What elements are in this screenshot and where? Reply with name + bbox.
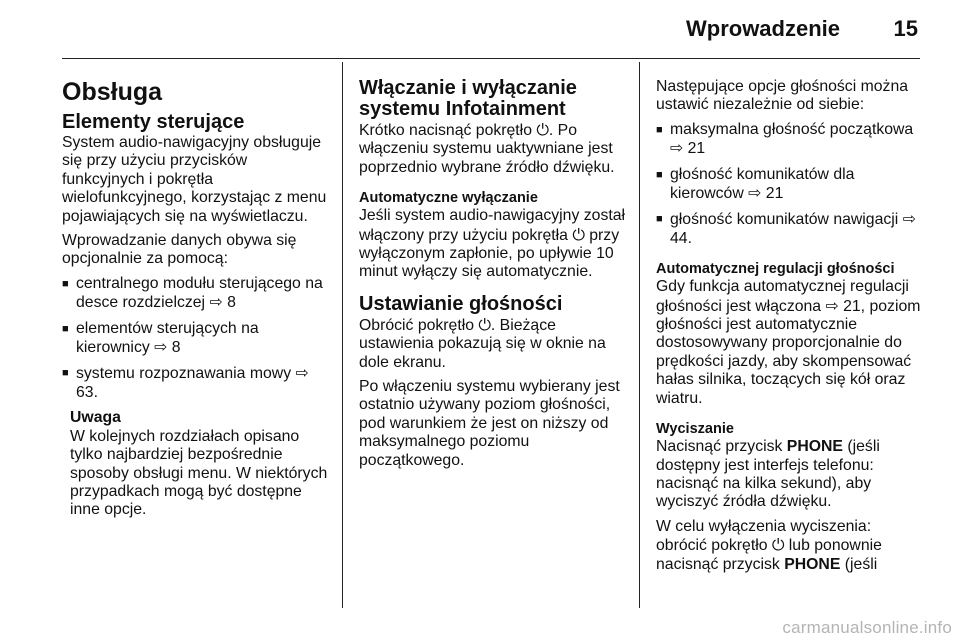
knob-icon: ⏻	[572, 224, 585, 244]
page-ref: 8	[171, 339, 181, 357]
paragraph-unmute: W celu wyłączenia wyciszenia: obrócić pokrętło ⏻ lub ponownie nacisnąć przycisk PHONE (jeśli	[656, 517, 882, 573]
paragraph-volume-restore: Po włączeniu systemu wybierany jest ostatnio używany poziom głośności, pod warunkiem że jest on niższy od maksymalnego poziomu początkowego.	[359, 378, 620, 469]
ref-arrow-icon: ⇨	[748, 183, 762, 203]
page-number: 15	[893, 16, 918, 41]
paragraph-mute: Nacisnąć przycisk PHONE (jeśli dostępny jest interfejs telefonu: nacisnąć na kilka sekund), aby wyciszyć źródła dźwięku.	[656, 438, 880, 511]
input-methods-list	[62, 275, 334, 402]
list-item: ■ centralnego modułu sterującego na desce rozdzielczej ⇨ 8	[62, 275, 334, 313]
section-title-obsluga: Obsługa	[62, 78, 163, 106]
paragraph-volume: Obrócić pokrętło ⏻. Bieżące ustawienia pokazują się w oknie na dole ekranu.	[359, 314, 606, 371]
heading-volume: Ustawianie głośności	[359, 292, 563, 315]
column-1	[62, 68, 334, 520]
list-item: ■ głośność komunikatów dla kierowców ⇨ 21	[656, 166, 924, 204]
column-divider-2	[639, 62, 640, 608]
heading-auto-off: Automatyczne wyłączanie	[359, 190, 538, 207]
phone-button-label: PHONE	[786, 438, 843, 456]
heading-elementy: Elementy sterujące	[62, 111, 245, 133]
paragraph-intro: System audio-nawigacyjny obsługuje się przy użyciu przycisków funkcyjnych i pokrętła wielofunkcyjnego, korzystając z menu pojawiających się na wyświetlaczu.	[62, 134, 327, 225]
ref-arrow-icon: ⇨	[825, 295, 839, 315]
list-item: ■ maksymalna głośność początkowa ⇨ 21	[656, 121, 924, 159]
header-title: Wprowadzenie	[685, 16, 840, 41]
page-ref: 44.	[670, 229, 692, 247]
page-ref: 21,	[843, 297, 866, 315]
ref-arrow-icon: ⇨	[154, 337, 168, 357]
column-3	[656, 68, 924, 580]
note-text: W kolejnych rozdziałach opisano tylko najbardziej bezpośrednie sposoby obsługi menu. W niektórych przypadkach mogą być dostępne inne opcje.	[70, 427, 328, 519]
knob-icon: ⏻	[478, 314, 491, 334]
page-ref: 8	[227, 294, 236, 312]
ref-arrow-icon: ⇨	[902, 209, 916, 229]
watermark: carmanualsonline.info	[782, 618, 952, 637]
phone-button-label: PHONE	[784, 555, 841, 573]
paragraph-options: Następujące opcje głośności można ustawić niezależnie od siebie:	[656, 78, 909, 114]
paragraph-input: Wprowadzanie danych obywa się opcjonalnie za pomocą:	[62, 232, 297, 268]
heading-mute: Wyciszanie	[656, 421, 734, 438]
note-box	[70, 409, 334, 519]
page-ref: 21	[687, 140, 706, 158]
volume-options-list	[656, 121, 924, 248]
ref-arrow-icon: ⇨	[670, 138, 684, 158]
ref-arrow-icon: ⇨	[295, 363, 309, 383]
list-item: ■ głośność komunikatów nawigacji ⇨ 44.	[656, 210, 924, 248]
page-header	[62, 0, 920, 59]
note-title: Uwaga	[70, 409, 121, 427]
paragraph-auto-volume: Gdy funkcja automatycznej regulacji głośności jest włączona ⇨ 21, poziom głośności jest automatycznie dostosowywany proporcjonalnie do prędkości jazdy, aby skompensować hałas silnika, toczących się kół oraz wiatru.	[656, 278, 921, 407]
list-item: ■ elementów sterujących na kierownicy ⇨ 8	[62, 320, 334, 358]
paragraph-power-on: Krótko nacisnąć pokrętło ⏻. Po włączeniu systemu uaktywniane jest poprzednio wybrane źródło dźwięku.	[359, 120, 615, 176]
knob-icon: ⏻	[771, 535, 785, 555]
column-divider-1	[342, 62, 343, 608]
ref-arrow-icon: ⇨	[209, 292, 223, 312]
page-ref: 21	[765, 185, 784, 203]
heading-wlaczanie: Włączanie i wyłączanie systemu Infotainment	[359, 77, 577, 120]
heading-auto-volume: Automatycznej regulacji głośności	[656, 261, 895, 278]
list-item: ■ systemu rozpoznawania mowy ⇨ 63.	[62, 364, 334, 402]
column-2	[359, 68, 627, 476]
paragraph-auto-off: Jeśli system audio-nawigacyjny został włączony przy użyciu pokrętła ⏻ przy wyłączonym zapłonie, po upływie 10 minut wyłączy się automatycznie.	[359, 207, 626, 281]
knob-icon: ⏻	[536, 120, 549, 139]
page-ref: 63.	[76, 383, 98, 401]
